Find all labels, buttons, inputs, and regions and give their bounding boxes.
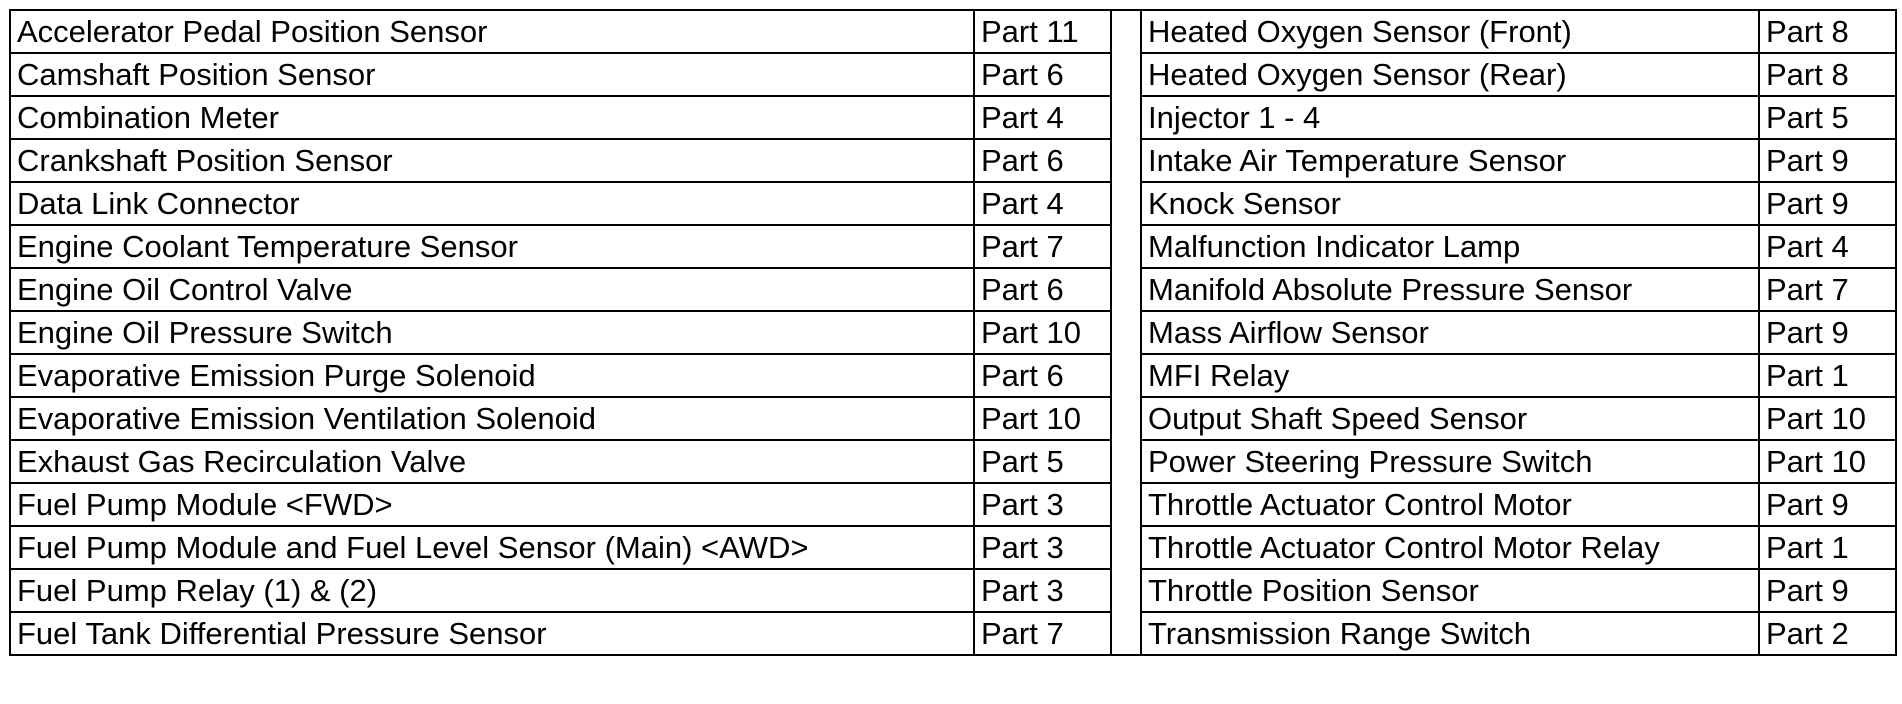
column-gap	[1111, 311, 1141, 354]
table-row	[10, 612, 1896, 655]
left-component-cell: Accelerator Pedal Position Sensor	[10, 10, 974, 53]
right-part-cell: Part 9	[1759, 139, 1896, 182]
table-row	[10, 526, 1896, 569]
right-part-cell: Part 10	[1759, 397, 1896, 440]
table-row	[10, 225, 1896, 268]
left-component-cell: Fuel Pump Module and Fuel Level Sensor (Main) <AWD>	[10, 526, 974, 569]
right-component-cell: Heated Oxygen Sensor (Front)	[1141, 10, 1759, 53]
right-part-cell: Part 9	[1759, 569, 1896, 612]
right-part-cell: Part 8	[1759, 10, 1896, 53]
column-gap	[1111, 10, 1141, 53]
table-row	[10, 182, 1896, 225]
column-gap	[1111, 526, 1141, 569]
left-part-cell: Part 7	[974, 612, 1111, 655]
right-part-cell: Part 1	[1759, 354, 1896, 397]
left-component-cell: Engine Oil Pressure Switch	[10, 311, 974, 354]
table-row	[10, 10, 1896, 53]
left-part-cell: Part 7	[974, 225, 1111, 268]
column-gap	[1111, 354, 1141, 397]
left-part-cell: Part 6	[974, 268, 1111, 311]
right-component-cell: Intake Air Temperature Sensor	[1141, 139, 1759, 182]
left-part-cell: Part 5	[974, 440, 1111, 483]
left-part-cell: Part 10	[974, 311, 1111, 354]
right-component-cell: Throttle Actuator Control Motor Relay	[1141, 526, 1759, 569]
table-row	[10, 96, 1896, 139]
right-part-cell: Part 9	[1759, 311, 1896, 354]
right-part-cell: Part 7	[1759, 268, 1896, 311]
column-gap	[1111, 268, 1141, 311]
right-component-cell: Manifold Absolute Pressure Sensor	[1141, 268, 1759, 311]
left-part-cell: Part 6	[974, 53, 1111, 96]
component-index-body	[10, 10, 1896, 655]
column-gap	[1111, 483, 1141, 526]
right-component-cell: Knock Sensor	[1141, 182, 1759, 225]
right-component-cell: Power Steering Pressure Switch	[1141, 440, 1759, 483]
right-component-cell: Throttle Actuator Control Motor	[1141, 483, 1759, 526]
column-gap	[1111, 182, 1141, 225]
left-component-cell: Combination Meter	[10, 96, 974, 139]
left-part-cell: Part 4	[974, 96, 1111, 139]
left-part-cell: Part 11	[974, 10, 1111, 53]
left-part-cell: Part 3	[974, 569, 1111, 612]
left-component-cell: Fuel Tank Differential Pressure Sensor	[10, 612, 974, 655]
table-row	[10, 440, 1896, 483]
left-component-cell: Fuel Pump Relay (1) & (2)	[10, 569, 974, 612]
column-gap	[1111, 612, 1141, 655]
table-row	[10, 139, 1896, 182]
right-component-cell: Malfunction Indicator Lamp	[1141, 225, 1759, 268]
left-component-cell: Crankshaft Position Sensor	[10, 139, 974, 182]
right-part-cell: Part 9	[1759, 483, 1896, 526]
right-component-cell: Output Shaft Speed Sensor	[1141, 397, 1759, 440]
table-row	[10, 483, 1896, 526]
right-part-cell: Part 2	[1759, 612, 1896, 655]
right-part-cell: Part 4	[1759, 225, 1896, 268]
column-gap	[1111, 569, 1141, 612]
right-component-cell: Throttle Position Sensor	[1141, 569, 1759, 612]
right-part-cell: Part 9	[1759, 182, 1896, 225]
table-row	[10, 53, 1896, 96]
component-index-table	[9, 9, 1897, 656]
table-row	[10, 354, 1896, 397]
right-component-cell: Transmission Range Switch	[1141, 612, 1759, 655]
right-part-cell: Part 5	[1759, 96, 1896, 139]
column-gap	[1111, 440, 1141, 483]
table-row	[10, 397, 1896, 440]
left-component-cell: Evaporative Emission Ventilation Solenoid	[10, 397, 974, 440]
left-component-cell: Engine Oil Control Valve	[10, 268, 974, 311]
left-component-cell: Engine Coolant Temperature Sensor	[10, 225, 974, 268]
column-gap	[1111, 139, 1141, 182]
column-gap	[1111, 53, 1141, 96]
left-component-cell: Fuel Pump Module <FWD>	[10, 483, 974, 526]
table-row	[10, 311, 1896, 354]
left-part-cell: Part 3	[974, 483, 1111, 526]
column-gap	[1111, 96, 1141, 139]
left-part-cell: Part 6	[974, 354, 1111, 397]
column-gap	[1111, 397, 1141, 440]
left-component-cell: Evaporative Emission Purge Solenoid	[10, 354, 974, 397]
left-part-cell: Part 6	[974, 139, 1111, 182]
right-component-cell: Injector 1 - 4	[1141, 96, 1759, 139]
right-component-cell: Mass Airflow Sensor	[1141, 311, 1759, 354]
column-gap	[1111, 225, 1141, 268]
right-part-cell: Part 8	[1759, 53, 1896, 96]
left-part-cell: Part 3	[974, 526, 1111, 569]
left-part-cell: Part 4	[974, 182, 1111, 225]
right-part-cell: Part 1	[1759, 526, 1896, 569]
right-part-cell: Part 10	[1759, 440, 1896, 483]
table-row	[10, 569, 1896, 612]
left-component-cell: Exhaust Gas Recirculation Valve	[10, 440, 974, 483]
left-part-cell: Part 10	[974, 397, 1111, 440]
table-row	[10, 268, 1896, 311]
right-component-cell: MFI Relay	[1141, 354, 1759, 397]
left-component-cell: Data Link Connector	[10, 182, 974, 225]
left-component-cell: Camshaft Position Sensor	[10, 53, 974, 96]
right-component-cell: Heated Oxygen Sensor (Rear)	[1141, 53, 1759, 96]
